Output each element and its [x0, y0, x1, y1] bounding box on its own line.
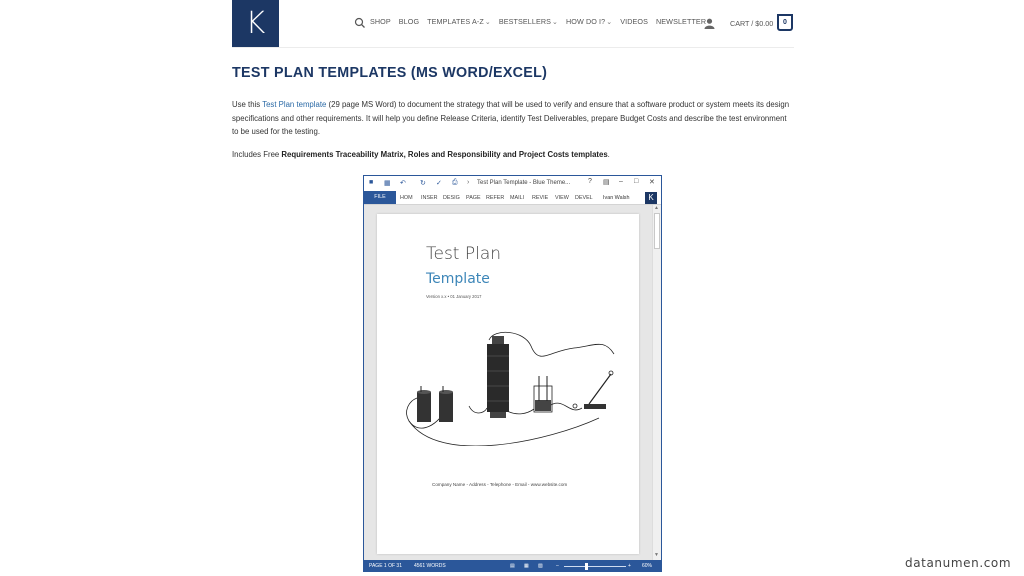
nav-shop[interactable] [370, 17, 391, 26]
nav-templates-label: TEMPLATES A-Z [427, 17, 484, 26]
web-layout-icon: ▧ [538, 563, 543, 569]
zoom-out-icon: – [556, 563, 559, 569]
document-version: Version x.x • 01 January 2017 [426, 294, 482, 299]
document-title: Test Plan [426, 244, 502, 264]
intro-paragraph [232, 98, 794, 139]
nav-templates-a-z[interactable] [427, 17, 491, 26]
save-icon: ▦ [384, 180, 391, 187]
watermark: datanumen.com [905, 556, 1012, 570]
scroll-up-icon: ▲ [654, 205, 659, 211]
document-subtitle: Template [426, 271, 490, 287]
word-ribbon-tabs [364, 191, 661, 205]
nav-bestsellers-label: BESTSELLERS [498, 17, 552, 26]
word-titlebar [364, 176, 661, 191]
document-footer: Company Name - Address - Telephone - Email - www.website.com [432, 482, 568, 487]
scrollbar-thumb[interactable] [654, 213, 660, 249]
site-header [232, 0, 794, 48]
word-app-icon: ■ [369, 179, 374, 186]
chevron-down-icon: ⌄ [552, 18, 559, 26]
nav-shop-label: SHOP [370, 17, 391, 26]
zoom-level: 60% [642, 563, 653, 569]
word-status-bar [364, 560, 661, 572]
nav-blog[interactable] [399, 17, 419, 26]
read-mode-icon: ▤ [510, 563, 515, 569]
tab-file: FILE [364, 191, 396, 204]
includes-paragraph [232, 150, 610, 159]
maximize-icon: □ [634, 178, 639, 185]
ribbon-options-icon: ▤ [603, 179, 610, 186]
search-icon[interactable] [354, 17, 366, 29]
includes-text-start: Includes Free [232, 150, 282, 159]
nav-how-do-i[interactable] [566, 17, 612, 26]
nav-videos[interactable] [620, 17, 648, 26]
includes-bold-text: Requirements Traceability Matrix, Roles and Responsibility and Project Costs templates [281, 150, 608, 159]
status-word-count: 4561 WORDS [414, 563, 446, 569]
nav-how-do-i-label: HOW DO I? [566, 17, 606, 26]
tab-home: HOM [400, 195, 413, 201]
chevron-down-icon: ⌄ [606, 18, 613, 26]
intro-text-start: Use this [232, 100, 263, 109]
help-icon: ? [588, 178, 592, 185]
zoom-slider-knob [585, 563, 588, 570]
scroll-down-icon: ▼ [654, 552, 659, 558]
tab-mailings: MAILI [510, 195, 525, 201]
tab-review: REVIE [532, 195, 549, 201]
more-icon: › [467, 179, 470, 186]
word-k-badge: K [645, 192, 657, 204]
electrical-apparatus-illustration [399, 326, 624, 446]
document-page [377, 214, 639, 554]
zoom-slider [564, 566, 626, 567]
word-window-title: Test Plan Template - Blue Theme... [477, 180, 571, 186]
nav-newsletter[interactable] [656, 17, 706, 26]
nav-bestsellers[interactable] [499, 17, 558, 26]
close-icon: ✕ [649, 179, 655, 186]
tab-view: VIEW [555, 195, 569, 201]
cart-count-badge[interactable]: 0 [777, 14, 793, 31]
user-icon[interactable] [704, 18, 715, 29]
tab-page-layout: PAGE [466, 195, 481, 201]
nav-blog-label: BLOG [398, 17, 420, 26]
intro-text-rest: (29 page MS Word) to document the strategy that will be used to verify and ensure that a software product or system meets its design specifications and other requirements. It will help you define Release Criteria, identify Test Deliverables, prepare Budget Costs and describe the test environment to be used for the testing. [232, 100, 790, 136]
nav-videos-label: VIDEOS [620, 17, 648, 26]
undo-icon: ↶ [400, 180, 406, 187]
main-nav [370, 17, 714, 26]
site-logo[interactable]: K [232, 0, 279, 47]
tab-developer: DEVEL [575, 195, 593, 201]
includes-text-end: . [607, 150, 610, 159]
vertical-scrollbar[interactable] [652, 205, 661, 560]
page-title: TEST PLAN TEMPLATES (MS WORD/EXCEL) [232, 65, 548, 81]
tab-design: DESIG [443, 195, 460, 201]
nav-newsletter-label: NEWSLETTER [656, 17, 707, 26]
redo-icon: ↻ [420, 180, 426, 187]
tab-references: REFER [486, 195, 505, 201]
tab-insert: INSER [421, 195, 438, 201]
chevron-down-icon: ⌄ [484, 18, 491, 26]
print-icon: ⎙ [452, 179, 458, 186]
cart-link[interactable]: CART / $0.00 [730, 19, 774, 28]
zoom-in-icon: + [628, 563, 631, 569]
minimize-icon: – [619, 178, 623, 185]
spellcheck-icon: ✓ [436, 180, 442, 187]
status-page-count: PAGE 1 OF 31 [369, 563, 402, 569]
word-user-name: Ivan Walsh [603, 195, 630, 201]
test-plan-template-link[interactable]: Test Plan template [262, 100, 327, 109]
print-layout-icon: ▦ [524, 563, 529, 569]
word-screenshot[interactable] [363, 175, 662, 572]
